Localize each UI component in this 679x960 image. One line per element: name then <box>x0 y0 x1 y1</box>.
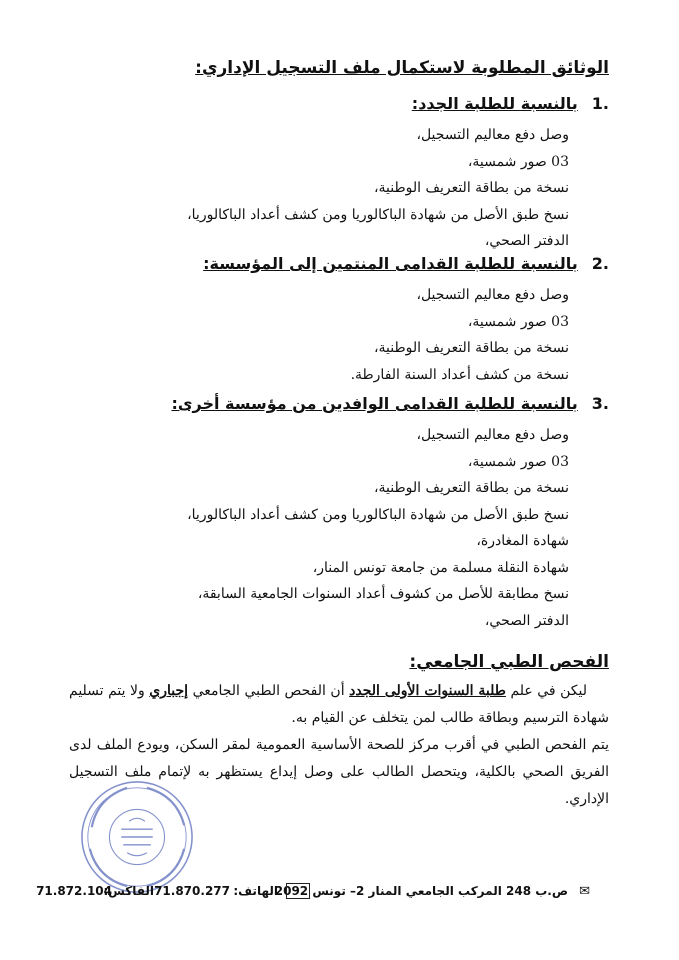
list-item: 03 صور شمسية، <box>467 153 569 170</box>
list-item: وصل دفع معاليم التسجيل، <box>416 287 569 303</box>
section-heading: بالنسبة للطلبة الجدد: <box>411 94 578 113</box>
list-item: نسخة من كشف أعداد السنة الفارطة. <box>350 366 569 383</box>
list-item: نسخ طبق الأصل من شهادة الباكالوريا ومن كشف أعداد الباكالوريا، <box>187 506 569 523</box>
list-item: 03 صور شمسية، <box>467 453 569 470</box>
section-new-students <box>69 94 609 255</box>
footer-phone-label: الهاتف: <box>233 884 278 898</box>
list-item: نسخ طبق الأصل من شهادة الباكالوريا ومن كشف أعداد الباكالوريا، <box>187 206 569 223</box>
page-title: الوثائق المطلوبة لاستكمال ملف التسجيل الإداري: <box>195 58 609 78</box>
footer-fax-label: الفاكس: <box>103 884 154 898</box>
document-list <box>69 282 609 388</box>
medical-paragraph-1: ليكن في علم طلبة السنوات الأولى الجدد أن الفحص الطبي الجامعي إجباري ولا يتم تسليم شهادة الترسيم وبطاقة طالب لمن يتخلف عن القيام به. <box>69 683 609 726</box>
list-item: نسخة من بطاقة التعريف الوطنية، <box>374 480 569 496</box>
medical-paragraph-2: يتم الفحص الطبي في أقرب مركز للصحة الأساسية العمومية لمقر السكن، ويودع الملف لدى الفريق الصحي بالكلية، ويتحصل الطالب على وصل إيداع يستظهر به لإتمام ملف التسجيل الإداري. <box>69 737 609 807</box>
section-returning-students <box>69 254 609 388</box>
section-heading: بالنسبة للطلبة القدامى الوافدين من مؤسسة أخرى: <box>171 394 578 413</box>
document-list <box>69 422 609 634</box>
highlight-mandatory: إجباري <box>149 683 189 699</box>
section-number: 3. <box>591 394 609 413</box>
list-item: 03 صور شمسية، <box>467 313 569 330</box>
university-stamp-icon <box>78 778 196 896</box>
footer-fax: 71.872.104 <box>36 884 112 898</box>
section-number: 1. <box>591 94 609 113</box>
list-item: نسخ مطابقة للأصل من كشوف أعداد السنوات الجامعية السابقة، <box>197 586 569 602</box>
footer <box>36 880 620 904</box>
list-item: شهادة المغادرة، <box>476 533 569 549</box>
list-item: نسخة من بطاقة التعريف الوطنية، <box>374 180 569 196</box>
footer-phone: 71.870.277 <box>154 884 230 898</box>
list-item: شهادة النقلة مسلمة من جامعة تونس المنار، <box>312 559 569 576</box>
footer-address: ص.ب 248 المركب الجامعي المنار 2– تونس 2092 <box>274 884 568 898</box>
document-list <box>69 122 609 255</box>
list-item: الدفتر الصحي، <box>484 612 569 629</box>
section-transfer-students <box>69 394 609 634</box>
highlight-new-students: طلبة السنوات الأولى الجدد <box>349 683 506 699</box>
section-number: 2. <box>591 254 609 273</box>
medical-heading: الفحص الطبي الجامعي: <box>409 652 609 672</box>
list-item: وصل دفع معاليم التسجيل، <box>416 427 569 443</box>
phone-icon <box>286 883 310 899</box>
mail-icon: ✉ <box>579 884 590 899</box>
list-item: الدفتر الصحي، <box>484 233 569 249</box>
list-item: نسخة من بطاقة التعريف الوطنية، <box>374 340 569 356</box>
section-heading: بالنسبة للطلبة القدامى المنتمين إلى المؤسسة: <box>203 254 578 273</box>
list-item: وصل دفع معاليم التسجيل، <box>416 127 569 143</box>
